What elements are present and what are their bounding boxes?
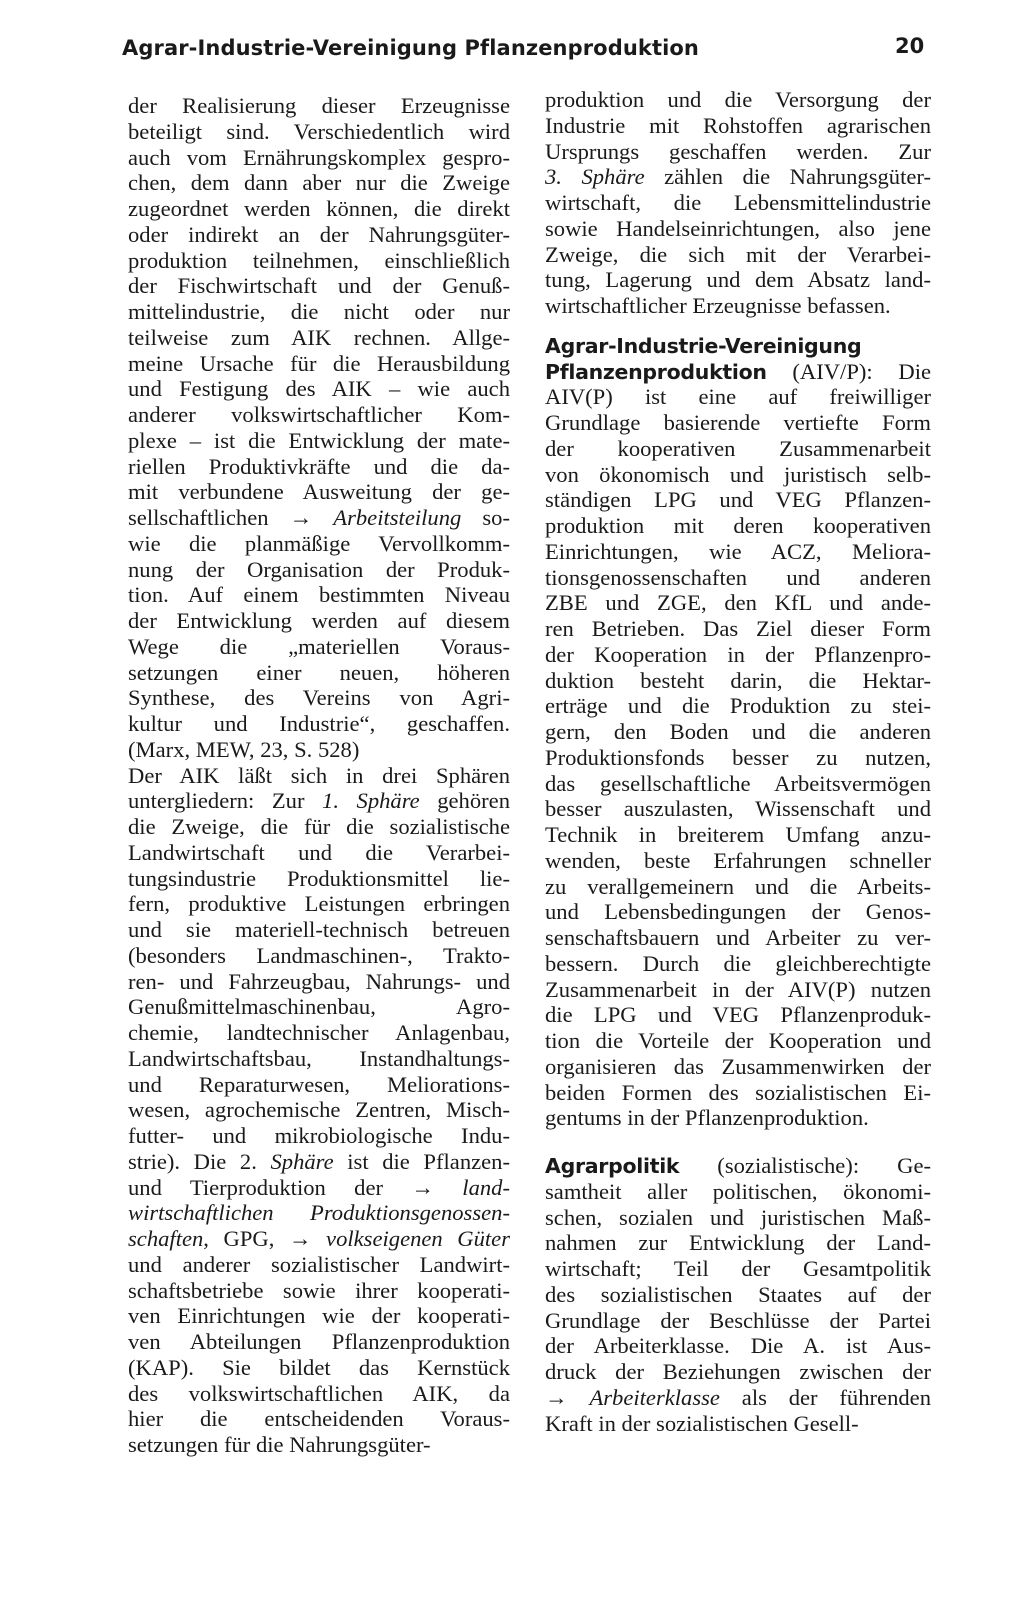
text-line [545, 616, 931, 642]
text-line [545, 668, 931, 694]
text-line [545, 436, 931, 462]
text-line [545, 190, 931, 216]
text-line [545, 462, 931, 488]
text-line [545, 874, 931, 900]
text-segment: (sozialistische): Ge- [679, 1153, 931, 1178]
text-line [128, 273, 510, 299]
text-segment: beiden Formen des sozialistischen Ei- [545, 1079, 931, 1105]
text-line [128, 1226, 510, 1252]
text-line [128, 222, 510, 248]
text-segment: ist die Pflanzen- [333, 1148, 510, 1174]
text-segment: gehören [419, 788, 510, 814]
text-segment: Genußmittelmaschinenbau, Agro- [128, 994, 510, 1020]
text-line [545, 822, 931, 848]
text-segment: druck der Beziehungen zwischen der [545, 1359, 931, 1384]
text-segment: produktion und die Versorgung der [545, 87, 931, 112]
text-segment: und anderer sozialistischer Landwirt- [128, 1251, 510, 1277]
cross-reference: schaften [128, 1226, 204, 1251]
text-segment: plexe – ist die Entwicklung der mate- [128, 427, 510, 453]
text-segment: sellschaftlichen → [128, 505, 334, 530]
text-segment: der Entwicklung werden auf diesem [128, 608, 510, 633]
text-line [545, 1179, 931, 1205]
text-segment: und Lebensbedingungen der Genos- [545, 899, 931, 925]
text-segment: (Marx, MEW, 23, S. 528) [128, 736, 360, 762]
text-line [128, 170, 510, 196]
text-line [128, 479, 510, 505]
text-segment: fern, produktive Leistungen erbringen [128, 891, 510, 917]
text-line [545, 1256, 931, 1282]
text-line [128, 660, 510, 686]
text-segment: produktion mit deren kooperativen [545, 513, 931, 538]
text-segment: duktion besteht darin, die Hektar- [545, 667, 931, 693]
text-line [545, 1054, 931, 1080]
text-segment: Synthese, des Vereins von Agri- [128, 685, 510, 711]
text-line [545, 410, 931, 436]
text-line [545, 1002, 931, 1028]
text-line [545, 1411, 931, 1437]
text-line [545, 113, 931, 139]
text-segment: Zweige, die sich mit der Verarbei- [545, 241, 931, 267]
text-segment: mittelindustrie, die nicht oder nur [128, 299, 510, 324]
text-segment: Landwirtschaftsbau, Instandhaltungs- [128, 1045, 510, 1071]
text-segment: von ökonomisch und juristisch selb- [545, 461, 931, 487]
text-segment: teilweise zum AIK rechnen. Allge- [128, 324, 510, 350]
text-line [128, 917, 510, 943]
text-segment: (AIV/P): Die [766, 358, 931, 384]
text-segment: erträge und die Produktion zu stei- [545, 693, 931, 719]
text-line [128, 994, 510, 1020]
continuation-block [545, 87, 931, 319]
text-segment: Produktionsfonds besser zu nutzen, [545, 744, 931, 770]
text-segment: anderer volkswirtschaftlicher Kom- [128, 402, 510, 427]
text-line [545, 1230, 931, 1256]
cross-reference: 3. Sphäre [545, 164, 645, 190]
text-line [545, 899, 931, 925]
text-line [128, 299, 510, 325]
text-segment: hier die entscheidenden Voraus- [128, 1406, 510, 1432]
text-line [545, 796, 931, 822]
text-segment: ZBE und ZGE, den KfL und ande- [545, 590, 931, 616]
text-line [545, 513, 931, 539]
text-line [128, 1381, 510, 1407]
text-segment: oder indirekt an der Nahrungsgüter- [128, 221, 510, 247]
text-segment: (KAP). Sie bildet das Kernstück [128, 1354, 510, 1380]
text-line [128, 531, 510, 557]
text-segment: ren Betrieben. Das Ziel dieser Form [545, 616, 931, 641]
text-line [128, 1329, 510, 1355]
lemma-heading: Pflanzenproduktion [545, 359, 767, 384]
text-line [128, 1097, 510, 1123]
text-line [545, 87, 931, 113]
text-segment: Ursprungs geschaffen werden. Zur [545, 138, 931, 164]
text-segment: meine Ursache für die Herausbildung [128, 350, 510, 376]
text-line [545, 359, 931, 385]
text-line [545, 267, 931, 293]
text-segment: wie die planmäßige Vervollkomm- [128, 530, 510, 556]
text-segment: → [545, 1384, 590, 1410]
text-line [545, 642, 931, 668]
text-line [128, 634, 510, 660]
text-segment: auch vom Ernährungskomplex gespro- [128, 144, 510, 170]
text-segment: das gesellschaftliche Arbeitsvermögen [545, 770, 931, 796]
text-segment: untergliedern: Zur [128, 788, 323, 814]
text-segment: des sozialistischen Staates auf der [545, 1281, 931, 1307]
text-line [128, 943, 510, 969]
text-segment: setzungen einer neuen, höheren [128, 659, 510, 685]
text-segment: wenden, beste Erfahrungen schneller [545, 847, 931, 873]
cross-reference: 1. Sphäre [322, 788, 420, 814]
text-line [128, 866, 510, 892]
entry-agrar-industrie-vereinigung [545, 333, 931, 1131]
text-line [128, 505, 510, 531]
text-segment: Landwirtschaft und die Verarbei- [128, 839, 510, 865]
text-line [128, 1020, 510, 1046]
text-segment: Der AIK läßt sich in drei Sphären [128, 762, 510, 788]
text-segment: Kraft in der sozialistischen Gesell- [545, 1410, 859, 1436]
text-line [545, 1359, 931, 1385]
text-segment: und Tierproduktion der → [128, 1174, 463, 1200]
text-line [545, 719, 931, 745]
text-line [128, 93, 510, 119]
text-line [545, 1385, 931, 1411]
text-line [128, 1200, 510, 1226]
text-segment: Einrichtungen, wie ACZ, Meliora- [545, 538, 931, 564]
page-number: 20 [895, 34, 925, 58]
text-line [128, 196, 510, 222]
text-line [545, 487, 931, 513]
cross-reference: Sphäre [270, 1148, 334, 1174]
text-segment: Technik in breiterem Umfang anzu- [545, 822, 931, 847]
text-segment: futter- und mikrobiologische Indu- [128, 1123, 510, 1148]
text-line [545, 565, 931, 591]
running-head: Agrar-Industrie-Vereinigung Pflanzenproduktion [122, 36, 699, 60]
text-segment: nahmen zur Entwicklung der Land- [545, 1230, 931, 1256]
text-segment: senschaftsbauern und Arbeiter zu ver- [545, 925, 931, 950]
text-line [128, 376, 510, 402]
text-line [128, 1303, 510, 1329]
text-segment: tionsgenossenschaften und anderen [545, 564, 931, 590]
text-line [128, 402, 510, 428]
text-line [545, 693, 931, 719]
text-line [128, 119, 510, 145]
text-segment: ren- und Fahrzeugbau, Nahrungs- und [128, 968, 510, 994]
text-line [545, 977, 931, 1003]
text-segment: wirtschaft; Teil der Gesamtpolitik [545, 1256, 931, 1281]
text-line [128, 711, 510, 737]
text-segment: strie). Die 2. [128, 1148, 271, 1174]
text-line [545, 164, 931, 190]
text-segment: produktion teilnehmen, einschließlich [128, 247, 510, 273]
text-line [545, 951, 931, 977]
text-segment: (besonders Landmaschinen-, Trakto- [128, 942, 510, 968]
text-line [545, 1205, 931, 1231]
text-segment: der Realisierung dieser Erzeugnisse [128, 93, 510, 118]
text-line [128, 891, 510, 917]
text-segment: Industrie mit Rohstoffen agrarischen [545, 112, 931, 138]
text-line [128, 763, 510, 789]
text-line [545, 539, 931, 565]
text-segment: sowie Handelseinrichtungen, also jene [545, 215, 931, 241]
text-line [128, 1046, 510, 1072]
cross-reference: Arbeiterklasse [589, 1384, 720, 1410]
text-segment: besser auszulasten, Wissenschaft und [545, 796, 931, 822]
text-line [128, 582, 510, 608]
text-segment: und Reparaturwesen, Meliorations- [128, 1071, 510, 1097]
text-segment: ven Einrichtungen wie der kooperati- [128, 1303, 510, 1329]
text-line [128, 248, 510, 274]
text-line [128, 1252, 510, 1278]
text-segment: so- [461, 505, 510, 530]
text-line [545, 771, 931, 797]
text-line [128, 325, 510, 351]
text-segment: und sie materiell-technisch betreuen [128, 917, 510, 942]
text-line [128, 788, 510, 814]
text-line [545, 216, 931, 242]
text-line [128, 1355, 510, 1381]
text-segment: tung, Lagerung und dem Absatz land- [545, 267, 931, 293]
text-line [128, 1432, 510, 1458]
text-line [128, 969, 510, 995]
text-line [545, 242, 931, 268]
text-line [545, 139, 931, 165]
text-segment: der Kooperation in der Pflanzenpro- [545, 641, 931, 667]
text-segment: zu verallgemeinern und die Arbeits- [545, 873, 931, 899]
right-column [545, 87, 931, 1436]
text-segment: , GPG, → [203, 1226, 327, 1251]
text-segment: ven Abteilungen Pflanzenproduktion [128, 1329, 510, 1354]
text-segment: und Festigung des AIK – wie auch [128, 376, 510, 402]
text-line [545, 384, 931, 410]
text-segment: schaftsbetriebe sowie ihrer kooperati- [128, 1277, 510, 1303]
text-segment: Zusammenarbeit in der AIV(P) nutzen [545, 976, 931, 1002]
text-segment: wesen, agrochemische Zentren, Misch- [128, 1097, 510, 1123]
text-line [128, 814, 510, 840]
entry-heading-line [545, 333, 931, 359]
text-segment: gentums in der Pflanzenproduktion. [545, 1105, 869, 1131]
text-line [128, 737, 510, 763]
text-segment: nung der Organisation der Produk- [128, 556, 510, 582]
lemma-heading: Agrarpolitik [545, 1154, 680, 1178]
text-segment: chemie, landtechnischer Anlagenbau, [128, 1020, 510, 1045]
text-line [128, 1278, 510, 1304]
text-segment: mit verbundene Ausweitung der ge- [128, 479, 510, 505]
text-segment: organisieren das Zusammenwirken der [545, 1053, 931, 1079]
text-line [545, 925, 931, 951]
text-segment: des volkswirtschaftlichen AIK, da [128, 1380, 510, 1406]
text-line [545, 590, 931, 616]
text-segment: gern, den Boden und die anderen [545, 719, 931, 744]
left-column [128, 93, 510, 1458]
text-segment: die Zweige, die für die sozialistische [128, 814, 510, 839]
text-segment: Grundlage der Beschlüsse der Partei [545, 1307, 931, 1333]
text-line [128, 1406, 510, 1432]
text-segment: der Fischwirtschaft und der Genuß- [128, 273, 510, 299]
text-segment: tungsindustrie Produktionsmittel lie- [128, 865, 510, 891]
text-segment: wirtschaft, die Lebensmittelindustrie [545, 190, 931, 215]
text-line [545, 293, 931, 319]
text-line [545, 1028, 931, 1054]
text-line [128, 1149, 510, 1175]
lemma-heading: Agrar-Industrie-Vereinigung [545, 333, 862, 358]
text-line [128, 608, 510, 634]
cross-reference: volkseigenen Güter [326, 1226, 510, 1251]
text-segment: ständigen LPG und VEG Pflanzen- [545, 487, 931, 513]
text-segment: AIV(P) ist eine auf freiwilliger [545, 384, 931, 410]
text-line [545, 1153, 931, 1179]
text-line [545, 1333, 931, 1359]
cross-reference: land- [462, 1174, 510, 1200]
text-segment: als der führenden [719, 1384, 931, 1410]
text-segment: die LPG und VEG Pflanzenproduk- [545, 1002, 931, 1028]
cross-reference: Arbeitsteilung [333, 505, 462, 530]
text-line [128, 454, 510, 480]
text-line [128, 1175, 510, 1201]
text-segment: bessern. Durch die gleichberechtigte [545, 950, 931, 976]
text-line [128, 685, 510, 711]
text-segment: riellen Produktivkräfte und die da- [128, 453, 510, 479]
text-line [128, 1123, 510, 1149]
text-segment: Grundlage basierende vertiefte Form [545, 410, 931, 435]
text-line [128, 840, 510, 866]
text-line [545, 848, 931, 874]
entry-agrarpolitik [545, 1153, 931, 1436]
text-line [128, 428, 510, 454]
text-line [545, 745, 931, 771]
text-segment: der kooperativen Zusammenarbeit [545, 435, 931, 461]
text-segment: Wege die „materiellen Voraus- [128, 633, 510, 659]
text-segment: setzungen für die Nahrungsgüter- [128, 1432, 431, 1457]
text-segment: schen, sozialen und juristischen Maß- [545, 1204, 931, 1230]
cross-reference: wirtschaftlichen Produktionsgenossen- [128, 1200, 510, 1226]
text-line [545, 1308, 931, 1334]
text-segment: der Arbeiterklasse. Die A. ist Aus- [545, 1333, 931, 1359]
text-line [128, 145, 510, 171]
text-line [128, 1072, 510, 1098]
text-segment: wirtschaftlicher Erzeugnisse befassen. [545, 293, 891, 318]
text-line [128, 351, 510, 377]
text-segment: tion. Auf einem bestimmten Niveau [128, 582, 510, 608]
text-segment: chen, dem dann aber nur die Zweige [128, 170, 510, 196]
text-segment: kultur und Industrie“, geschaffen. [128, 711, 510, 736]
text-segment: zugeordnet werden können, die direkt [128, 196, 510, 221]
text-segment: beteiligt sind. Verschiedentlich wird [128, 118, 510, 144]
text-segment: zählen die Nahrungsgüter- [644, 164, 931, 190]
text-segment: tion die Vorteile der Kooperation und [545, 1028, 931, 1053]
text-segment: samtheit aller politischen, ökonomi- [545, 1178, 931, 1204]
text-line [128, 557, 510, 583]
text-line [545, 1282, 931, 1308]
text-line [545, 1105, 931, 1131]
text-line [545, 1080, 931, 1106]
